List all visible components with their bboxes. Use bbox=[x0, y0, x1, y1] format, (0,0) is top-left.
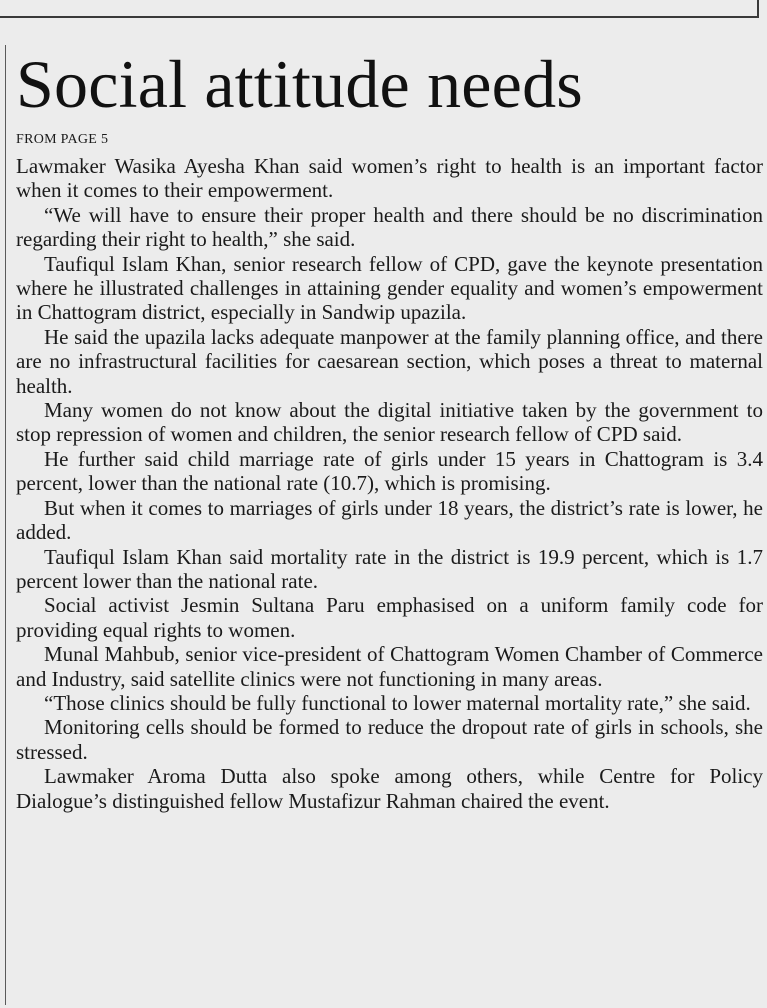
article-paragraph: Many women do not know about the digital initiative taken by the government to stop repression of women and children, the senior research fellow of CPD said. bbox=[16, 398, 763, 447]
article-body bbox=[16, 154, 763, 813]
left-column-rule bbox=[5, 45, 6, 1005]
top-column-rule bbox=[0, 16, 759, 18]
headline: Social attitude needs bbox=[16, 46, 583, 122]
article-paragraph: He further said child marriage rate of girls under 15 years in Chattogram is 3.4 percent, lower than the national rate (10.7), which is promising. bbox=[16, 446, 763, 496]
article-paragraph: “We will have to ensure their proper health and there should be no discrimination regarding their right to health,” she said. bbox=[16, 202, 763, 252]
article-paragraph: Lawmaker Wasika Ayesha Khan said women’s right to health is an important factor when it comes to their empowerment. bbox=[16, 154, 763, 203]
article-paragraph: Monitoring cells should be formed to reduce the dropout rate of girls in schools, she stressed. bbox=[16, 715, 763, 764]
article-paragraph: Lawmaker Aroma Dutta also spoke among others, while Centre for Policy Dialogue’s distinguished fellow Mustafizur Rahman chaired the event. bbox=[16, 764, 763, 813]
article-paragraph: Munal Mahbub, senior vice-president of Chattogram Women Chamber of Commerce and Industry, said satellite clinics were not functioning in many areas. bbox=[16, 642, 763, 691]
article-paragraph: He said the upazila lacks adequate manpower at the family planning office, and there are no infrastructural facilities for caesarean section, which poses a threat to maternal health. bbox=[16, 324, 763, 398]
article-paragraph: “Those clinics should be fully functional to lower maternal mortality rate,” she said. bbox=[44, 690, 751, 715]
article-paragraph: But when it comes to marriages of girls under 18 years, the district’s rate is lower, he added. bbox=[16, 495, 763, 545]
continuation-kicker: FROM PAGE 5 bbox=[16, 132, 109, 147]
article-paragraph: Taufiqul Islam Khan said mortality rate in the district is 19.9 percent, which is 1.7 percent lower than the national rate. bbox=[16, 544, 763, 593]
article-paragraph: Social activist Jesmin Sultana Paru emphasised on a uniform family code for providing equal rights to women. bbox=[16, 593, 763, 642]
article-paragraph: Taufiqul Islam Khan, senior research fellow of CPD, gave the keynote presentation where he illustrated challenges in attaining gender equality and women’s empowerment in Chattogram district, especially in Sandwip upazila. bbox=[16, 251, 763, 325]
right-corner-rule bbox=[757, 0, 759, 18]
